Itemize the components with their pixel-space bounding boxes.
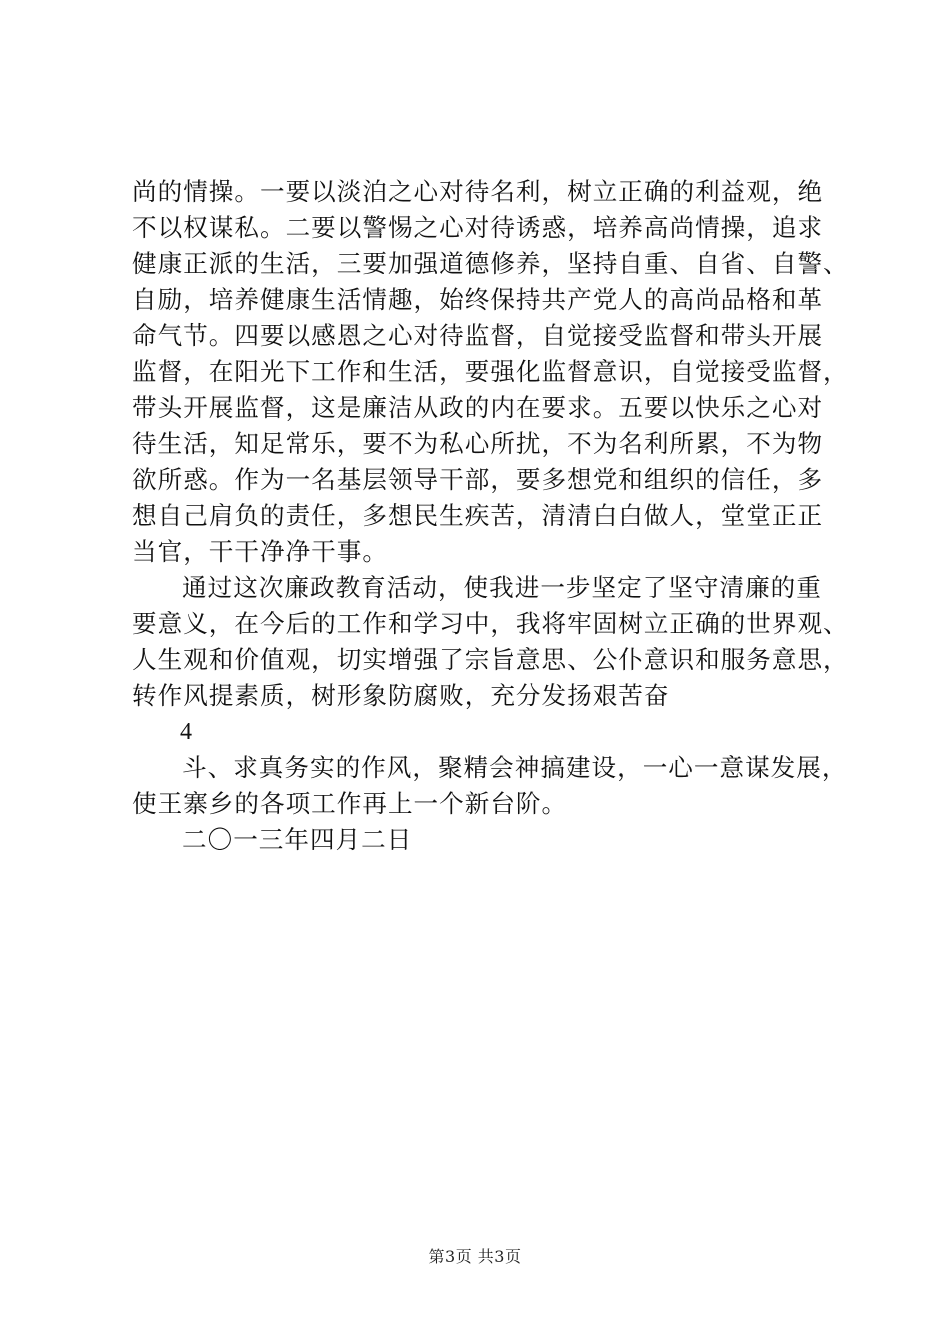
document-date: 二〇一三年四月二日 [182, 825, 413, 854]
inline-page-number: 4 [180, 719, 193, 745]
page-footer: 第3页 共3页 [428, 1247, 522, 1266]
para2-line-3: 人生观和价值观，切实增强了宗旨意思、公仆意识和服务意思， [132, 645, 849, 674]
para2-line-4: 转作风提素质，树形象防腐败，充分发扬艰苦奋 [132, 681, 670, 710]
para3-line-1: 斗、求真务实的作风，聚精会神搞建设，一心一意谋发展， [182, 753, 848, 782]
para1-line-3: 健康正派的生活，三要加强道德修养，坚持自重、自省、自警、 [132, 249, 849, 278]
para1-line-6: 监督，在阳光下工作和生活，要强化监督意识，自觉接受监督， [132, 357, 849, 386]
para1-line-2: 不以权谋私。二要以警惕之心对待诱惑，培养高尚情操，追求 [132, 213, 824, 242]
para1-line-9: 欲所惑。作为一名基层领导干部，要多想党和组织的信任，多 [132, 465, 824, 494]
para1-line-5: 命气节。四要以感恩之心对待监督，自觉接受监督和带头开展 [132, 321, 824, 350]
para3-line-2: 使王寨乡的各项工作再上一个新台阶。 [132, 789, 568, 818]
para1-line-4: 自励，培养健康生活情趣，始终保持共产党人的高尚品格和革 [132, 285, 824, 314]
para1-line-10: 想自己肩负的责任，多想民生疾苦，清清白白做人，堂堂正正 [132, 501, 824, 530]
para1-line-7: 带头开展监督，这是廉洁从政的内在要求。五要以快乐之心对 [132, 393, 824, 422]
para1-line-8: 待生活，知足常乐，要不为私心所扰，不为名利所累，不为物 [132, 429, 824, 458]
para1-line-11: 当官，干干净净干事。 [132, 537, 388, 566]
document-body [132, 174, 849, 858]
para1-line-1: 尚的情操。一要以淡泊之心对待名利，树立正确的利益观，绝 [132, 177, 824, 206]
para2-line-2: 要意义，在今后的工作和学习中，我将牢固树立正确的世界观、 [132, 609, 849, 638]
para2-line-1: 通过这次廉政教育活动，使我进一步坚定了坚守清廉的重 [182, 573, 822, 602]
